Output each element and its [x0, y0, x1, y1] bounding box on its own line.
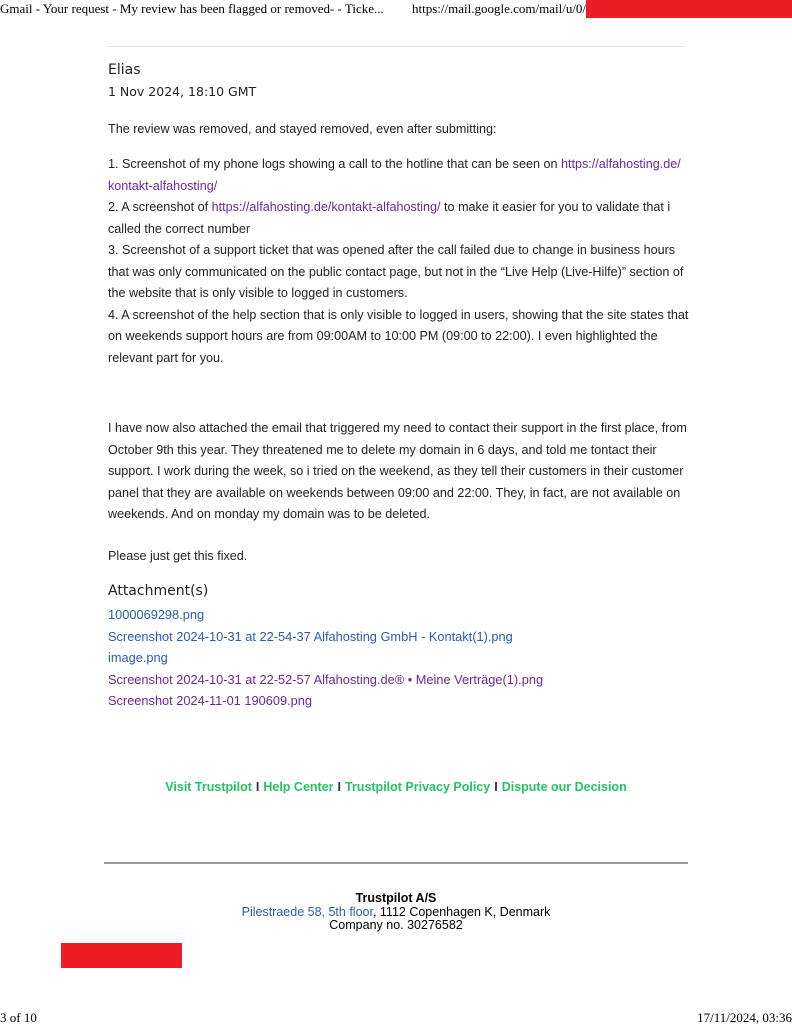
list-item-1-text: 1. Screenshot of my phone logs showing a call to the hotline that can be seen on — [108, 157, 561, 171]
list-item — [108, 197, 692, 240]
company-info — [0, 892, 792, 933]
list-item-2-rest: to make it easier for you to validate that i called the correct number — [108, 200, 671, 236]
contact-page-link-2[interactable]: https://alfahosting.de/kontakt-alfahosting/ — [211, 200, 441, 214]
evidence-list — [108, 154, 692, 369]
company-name: Trustpilot A/S — [355, 891, 437, 905]
attachment-link[interactable]: Screenshot 2024-10-31 at 22-54-37 Alfahosting GmbH - Kontakt(1).png — [108, 628, 513, 644]
sender-name: Elias — [108, 62, 141, 78]
link-separator: I — [337, 780, 341, 794]
dispute-decision-link[interactable]: Dispute our Decision — [501, 780, 627, 794]
print-header-url: https://mail.google.com/mail/u/0/ — [412, 1, 587, 16]
redaction-block-bottom — [61, 943, 182, 968]
message-paragraph: I have now also attached the email that triggered my need to contact their support in the first place, from October 9th this year. They threatened me to delete my domain in 6 days, and told me tontact their support. I work during the week, so i tried on the weekend, as they tell their customers in their customer panel that they are available on weekends between 09:00 and 22:00. They, in fact, are not available on weekends. And on monday my domain was to be deleted. — [108, 421, 687, 521]
attachment-link[interactable]: Screenshot 2024-10-31 at 22-52-57 Alfahosting.de® • Meine Verträge(1).png — [108, 671, 544, 687]
attachment-link[interactable]: Screenshot 2024-11-01 190609.png — [108, 693, 312, 709]
footer-links — [0, 780, 792, 794]
message-intro: The review was removed, and stayed removed, even after submitting: — [108, 122, 497, 136]
redaction-block-top — [586, 0, 792, 18]
list-item — [108, 154, 692, 197]
contact-page-link[interactable]: https://alfahosting.de/ kontakt-alfahosting/ — [108, 157, 681, 193]
attachments-heading: Attachment(s) — [108, 583, 209, 599]
message-divider — [108, 46, 684, 47]
attachment-link[interactable]: 1000069298.png — [108, 607, 205, 622]
message-date: 1 Nov 2024, 18:10 GMT — [108, 84, 257, 99]
attachment-list — [108, 604, 543, 712]
list-item-2-text: 2. A screenshot of — [108, 200, 212, 214]
visit-trustpilot-link[interactable]: Visit Trustpilot — [165, 780, 252, 794]
print-header-title: Gmail - Your request - My review has been flagged or removed- - Ticke... — [0, 1, 384, 16]
address-rest: , 1112 Copenhagen K, Denmark — [372, 904, 551, 919]
link-separator: I — [255, 780, 260, 794]
list-item: 3. Screenshot of a support ticket that was opened after the call failed due to change in business hours that was only communicated on the public contact page, but not in the “Live Help (Live-Hilfe)” section of the website that is only visible to logged in customers. — [108, 243, 684, 300]
link-separator: I — [494, 780, 498, 794]
company-address — [0, 906, 792, 920]
address-link[interactable]: Pilestraede 58, 5th floor — [241, 904, 373, 919]
page-number: 3 of 10 — [0, 1010, 37, 1024]
footer-divider — [104, 862, 688, 864]
message-closing: Please just get this fixed. — [108, 549, 248, 563]
list-item: 4. A screenshot of the help section that is only visible to logged in users, showing that the site states that on weekends support hours are from 09:00AM to 10:00 PM (09:00 to 22:00). I even highlighted the relevant part for you. — [108, 307, 689, 365]
print-timestamp: 17/11/2024, 03:36 — [697, 1010, 792, 1024]
company-number: Company no. 30276582 — [329, 918, 463, 932]
privacy-policy-link[interactable]: Trustpilot Privacy Policy — [345, 780, 491, 794]
help-center-link[interactable]: Help Center — [263, 780, 334, 794]
attachment-link[interactable]: image.png — [108, 650, 168, 666]
